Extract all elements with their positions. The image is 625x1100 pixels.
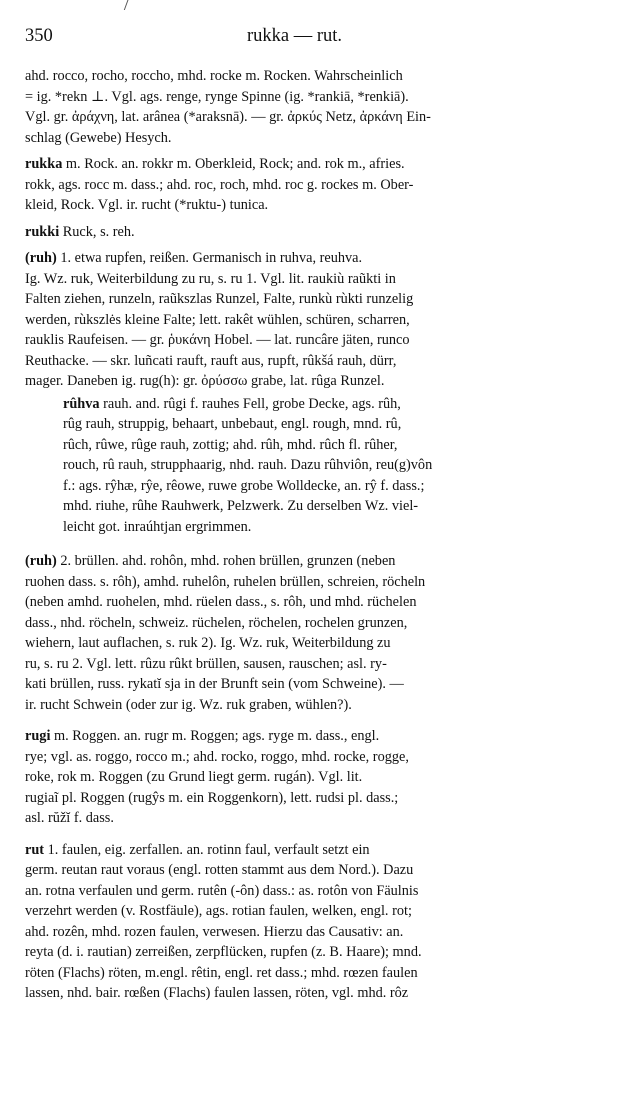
text-line: kleid, Rock. Vgl. ir. rucht (*ruktu-) tunica. <box>25 197 269 213</box>
text-line: schlag (Gewebe) Hesych. <box>25 129 172 146</box>
headword: (ruh) <box>25 553 57 569</box>
pen-mark <box>116 0 129 10</box>
text-line: reyta (d. i. rautian) zerreißen, zerpflücken, rupfen (z. B. Haare); mnd. <box>25 944 422 960</box>
text-line: ahd. rozên, mhd. rozen faulen, verwesen. Hierzu das Causativ: an. <box>25 923 404 940</box>
entry-rut <box>25 840 611 1004</box>
headword: rûhva <box>63 395 100 412</box>
text-line: rye; vgl. as. roggo, rocco m.; ahd. rocko, roggo, mhd. rocke, rogge, <box>25 748 409 765</box>
entry-rukki <box>25 222 611 243</box>
text-line: leicht got. inraúhtjan ergrimmen. <box>63 518 252 535</box>
text-line <box>25 248 611 269</box>
text-line: Vgl. gr. ἀράχνη, lat. arânea (*araksnā). — gr. ἀρκύς Netz, ἀρκάνη Ein- <box>25 109 431 125</box>
headword: rugi <box>25 728 51 744</box>
text-line: verzehrt werden (v. Rostfäule), ags. rotian faulen, welken, engl. rot; <box>25 903 412 919</box>
headword: rut <box>25 841 45 858</box>
entry-continuation <box>25 66 611 148</box>
text-line: rouch, rû rauh, strupphaarig, nhd. rauh. Dazu rûhviôn, reu(g)vôn <box>63 457 433 473</box>
text-line: wiehern, laut auflachen, s. ruk 2). Ig. Wz. ruk, Weiterbildung zu <box>25 635 391 651</box>
text-line <box>25 222 611 243</box>
page-number: 350 <box>25 26 53 46</box>
text-line: dass., nhd. röcheln, schweiz. rüchelen, röchelen, rochelen grunzen, <box>25 614 408 631</box>
entry-rukka <box>25 154 611 216</box>
text-line: asl. rŭžĭ f. dass. <box>25 810 114 826</box>
line-text: 2. brüllen. ahd. rohôn, mhd. rohen brüllen, grunzen (neben <box>56 553 396 569</box>
text-line <box>63 394 611 415</box>
line-text: rauh. and. rûgi f. rauhes Fell, grobe Decke, ags. rûh, <box>99 395 401 412</box>
text-line: Falten ziehen, runzeln, raũkszlas Runzel, Falte, runkù rùkti runzelig <box>25 291 414 307</box>
text-line: ir. rucht Schwein (oder zur ig. Wz. ruk graben, wühlen?). <box>25 696 352 713</box>
text-line: roke, rok m. Roggen (zu Grund liegt germ. rugán). Vgl. lit. <box>25 769 363 785</box>
text-line: an. rotna verfaulen und germ. rutên (-ôn) dass.: as. rotôn von Fäulnis <box>25 882 419 899</box>
line-text: 1. etwa rupfen, reißen. Germanisch in ruhva, reuhva. <box>56 250 363 266</box>
entry-ruh-1 <box>25 248 611 392</box>
headword: rukki <box>25 223 60 240</box>
line-text: m. Roggen. an. rugr m. Roggen; ags. ryge m. dass., engl. <box>50 728 380 744</box>
entry-rugi <box>25 726 611 829</box>
headword: rukka <box>25 156 63 172</box>
text-line: Ig. Wz. ruk, Weiterbildung zu ru, s. ru 1. Vgl. lit. raukiù raũkti in <box>25 270 396 287</box>
running-title: rukka — rut. <box>247 26 343 46</box>
entry-ruhva <box>25 394 611 538</box>
text-line: ru, s. ru 2. Vgl. lett. rûzu rûkt brüllen, sausen, rauschen; asl. ry- <box>25 655 387 672</box>
text-line: = ig. *rekn ⊥. Vgl. ags. renge, rynge Spinne (ig. *rankiā, *renkiā). <box>25 88 409 105</box>
text-line: röten (Flachs) röten, m.engl. rêtin, engl. ret dass.; mhd. rœzen faulen <box>25 964 418 981</box>
text-line: rauklis Raufeisen. — gr. ῥυκάνη Hobel. — lat. runcâre jäten, runco <box>25 332 410 348</box>
text-line <box>25 551 611 572</box>
text-line: rûch, rûwe, rûge rauh, zottig; ahd. rûh, mhd. rûch fl. rûher, <box>63 436 398 453</box>
line-text: Ruck, s. reh. <box>59 223 135 240</box>
text-line: werden, rùkszlės kleine Falte; lett. rakêt wühlen, schüren, scharren, <box>25 311 410 328</box>
dictionary-body <box>25 66 611 1006</box>
line-text: 1. faulen, eig. zerfallen. an. rotinn faul, verfault setzt ein <box>44 841 370 858</box>
text-line: lassen, nhd. bair. rœßen (Flachs) faulen lassen, röten, vgl. mhd. rôz <box>25 985 409 1001</box>
text-line: rûg rauh, struppig, behaart, unbebaut, engl. rough, mnd. rû, <box>63 416 402 432</box>
text-line: kati brüllen, russ. rykatĭ sja in der Brunft sein (vom Schweine). — <box>25 676 404 692</box>
text-line: Reuthacke. — skr. luñcati rauft, rauft aus, rupft, rûkšá rauh, dürr, <box>25 352 397 369</box>
line-text: m. Rock. an. rokkr m. Oberkleid, Rock; and. rok m., afries. <box>62 156 405 172</box>
text-line <box>25 840 611 861</box>
entry-ruh-2 <box>25 551 611 715</box>
text-line: ruohen dass. s. rôh), amhd. ruhelôn, ruhelen brüllen, schreien, röcheln <box>25 573 426 590</box>
page-header <box>25 26 605 50</box>
text-line <box>25 154 611 175</box>
text-line: rokk, ags. rocc m. dass.; ahd. roc, roch, mhd. roc g. rockes m. Ober- <box>25 176 414 193</box>
text-line: ahd. rocco, rocho, roccho, mhd. rocke m. Rocken. Wahrscheinlich <box>25 68 403 84</box>
text-line: mager. Daneben ig. rug(h): gr. ὀρύσσω grabe, lat. rûga Runzel. <box>25 373 385 389</box>
text-line: mhd. riuhe, rûhe Rauhwerk, Pelzwerk. Zu derselben Wz. viel- <box>63 498 419 514</box>
text-line: f.: ags. rŷhæ, rŷe, rêowe, ruwe grobe Wolldecke, an. rŷ f. dass.; <box>63 477 425 494</box>
text-line: germ. reutan raut voraus (engl. rotten stammt aus dem Nord.). Dazu <box>25 862 414 878</box>
text-line: (neben amhd. ruohelen, mhd. rüelen dass., s. rôh, und mhd. rüchelen <box>25 594 417 610</box>
text-line <box>25 726 611 747</box>
headword: (ruh) <box>25 250 57 266</box>
text-line: rugiaĩ pl. Roggen (rugŷs m. ein Roggenkorn), lett. rudsi pl. dass.; <box>25 789 399 806</box>
